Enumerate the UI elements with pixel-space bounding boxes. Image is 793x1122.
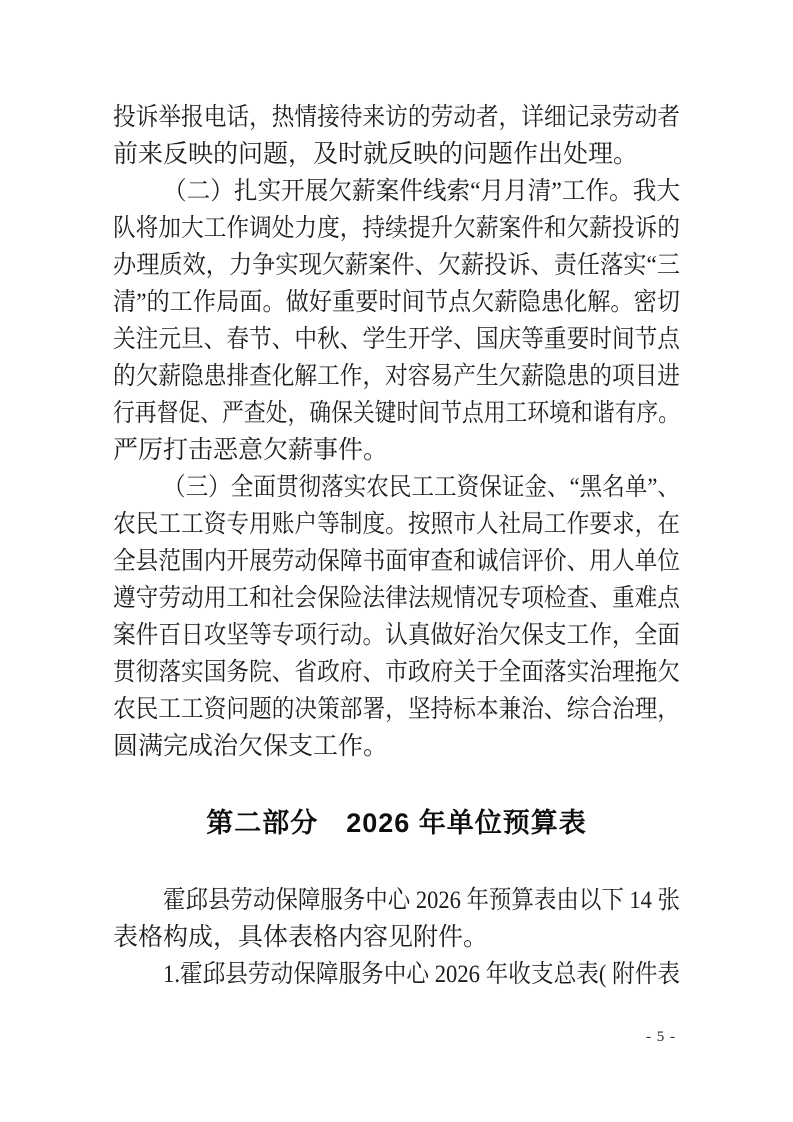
body-line-text: 投诉举报电话，热情接待来访的劳动者，详细记录劳动者 [113,104,680,131]
body-line [113,506,680,543]
section-heading: 第二部分 2026 年单位预算表 [206,808,587,838]
body-line [113,99,680,136]
body-line-text: 办理质效，力争实现欠薪案件、欠薪投诉、责任落实“三 [113,252,680,279]
body-line-text: 关注元旦、春节、中秋、学生开学、国庆等重要时间节点 [113,326,680,353]
body-line-text: 遵守劳动用工和社会保险法律法规情况专项检查、重难点 [113,585,680,612]
body-line [113,882,680,919]
body-line [113,395,680,432]
body-line [113,321,680,358]
paragraph-item-two [113,173,680,469]
body-line-text: 霍邱县劳动保障服务中心 2026 年预算表由以下 14 张 [163,887,680,914]
body-line [113,284,680,321]
body-line [113,956,680,993]
body-line-text: 圆满完成治欠保支工作。 [113,733,389,760]
body-line [113,358,680,395]
body-line [113,728,680,765]
body-text [113,99,680,993]
body-line [113,919,680,956]
body-line-text: 表格构成，具体表格内容见附件。 [113,924,489,951]
paragraph-item-three [113,469,680,765]
body-line-text: （二）扎实开展欠薪案件线索“月月清”工作。我大 [163,178,680,205]
body-line [113,432,680,469]
body-line [113,247,680,284]
body-line [113,617,680,654]
body-line [113,580,680,617]
body-line [113,173,680,210]
body-line [113,543,680,580]
body-line [113,469,680,506]
paragraph-continuation [113,99,680,173]
body-line-text: 前来反映的问题，及时就反映的问题作出处理。 [113,141,639,168]
body-line-text: 农民工工资问题的决策部署，坚持标本兼治、综合治理， [113,696,680,723]
body-line [113,210,680,247]
body-line-text: 1.霍邱县劳动保障服务中心 2026 年收支总表( 附件表 [163,961,680,988]
body-line-text: 贯彻落实国务院、省政府、市政府关于全面落实治理拖欠 [113,659,680,686]
body-line-text: 严厉打击恶意欠薪事件。 [113,437,389,464]
paragraph-intro [113,882,680,956]
body-line-text: （三）全面贯彻落实农民工工资保证金、“黑名单”、 [163,474,680,501]
body-line-text: 行再督促、严查处，确保关键时间节点用工环境和谐有序。 [113,400,680,427]
body-line-text: 案件百日攻坚等专项行动。认真做好治欠保支工作，全面 [113,622,680,649]
body-line-text: 清”的工作局面。做好重要时间节点欠薪隐患化解。密切 [113,289,680,316]
body-line-text: 队将加大工作调处力度，持续提升欠薪案件和欠薪投诉的 [113,215,680,242]
paragraph-table-list [113,956,680,993]
body-line [113,691,680,728]
body-line-text: 全县范围内开展劳动保障书面审查和诚信评价、用人单位 [113,548,680,575]
page-number: - 5 - [646,1029,676,1045]
body-line-text: 的欠薪隐患排查化解工作，对容易产生欠薪隐患的项目进 [113,363,680,390]
body-line-text: 农民工工资专用账户等制度。按照市人社局工作要求，在 [113,511,680,538]
body-line [113,136,680,173]
body-line [113,654,680,691]
